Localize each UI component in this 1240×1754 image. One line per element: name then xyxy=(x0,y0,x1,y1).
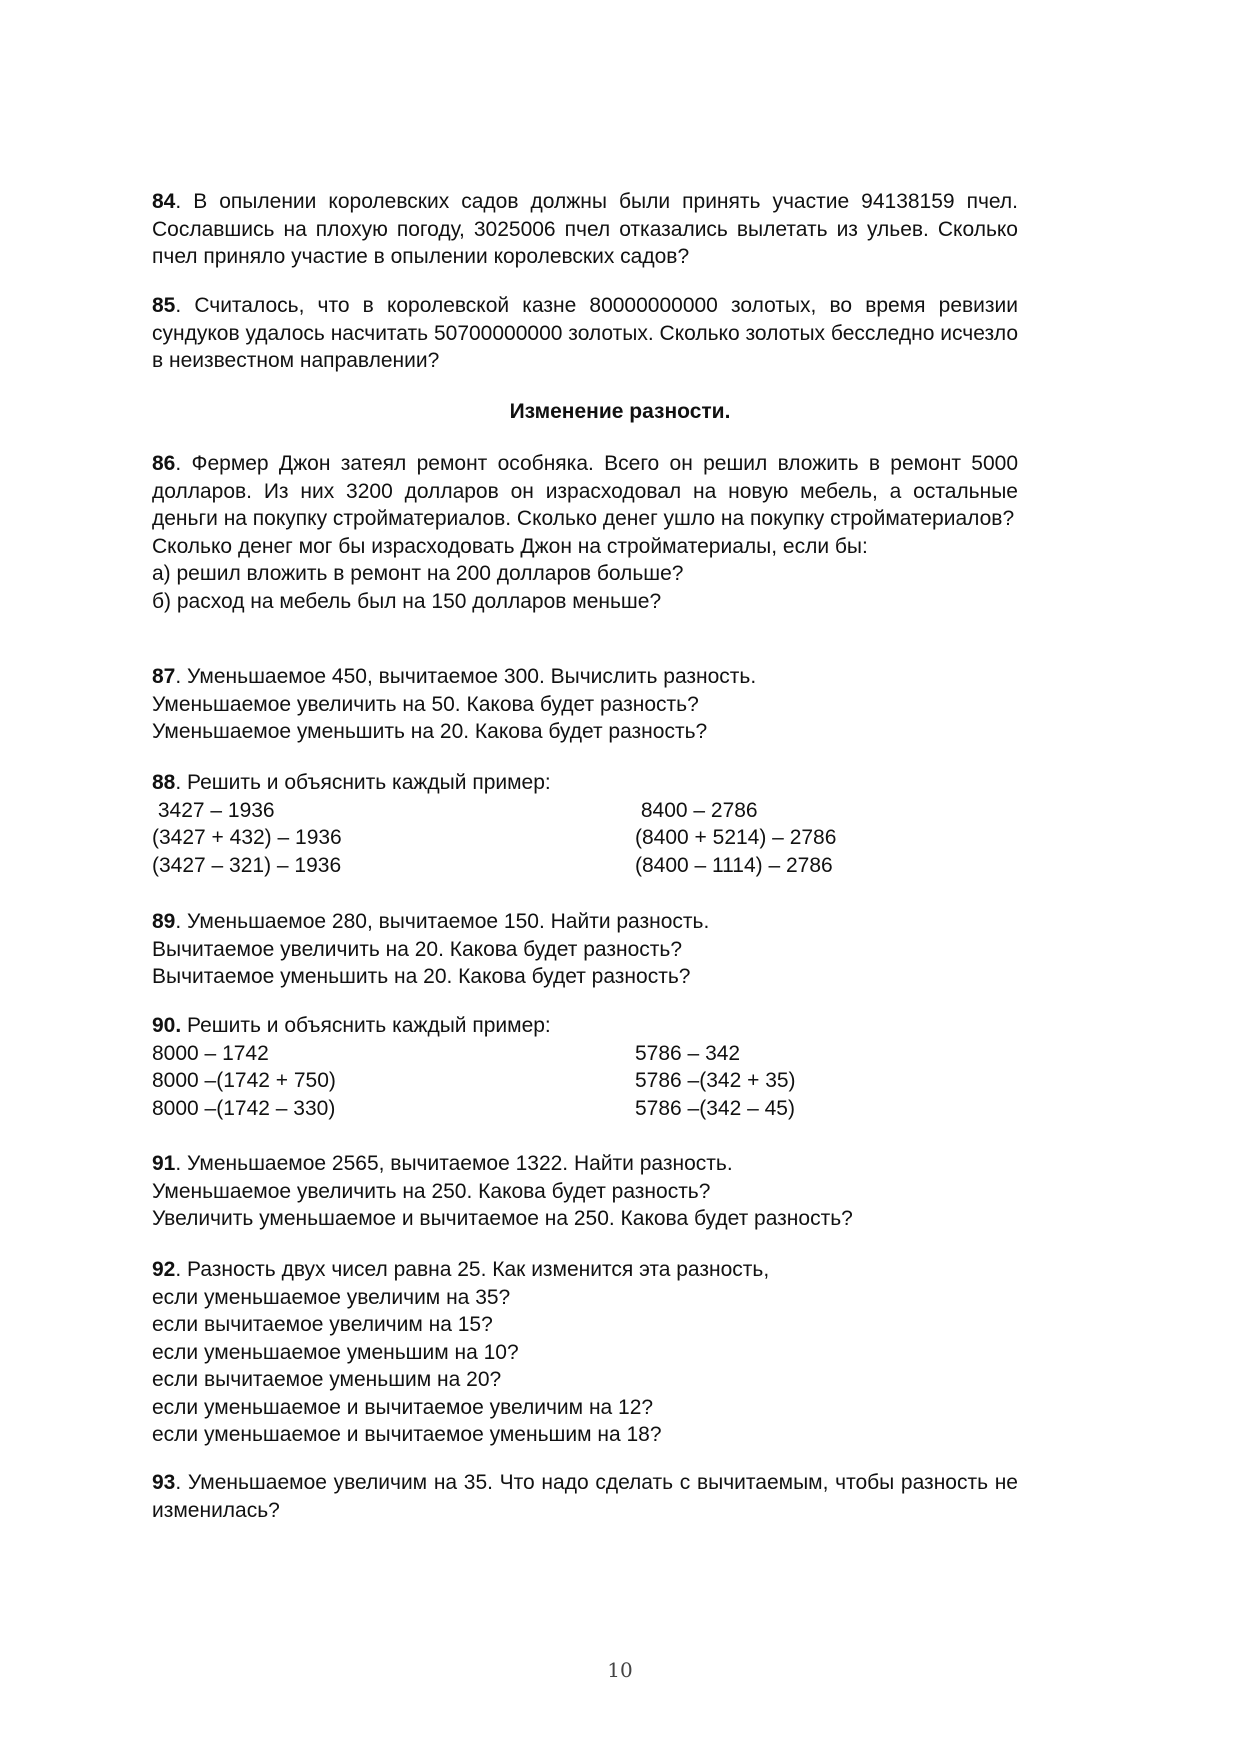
problem-line: если уменьшаемое и вычитаемое уменьшим на 18? xyxy=(152,1423,662,1446)
problem-text: . Уменьшаемое 2565, вычитаемое 1322. Найти разность. xyxy=(175,1152,733,1175)
problem-number: 89 xyxy=(152,910,176,933)
example-right: 5786 –(342 – 45) xyxy=(635,1096,795,1120)
problem-line: если вычитаемое увеличим на 15? xyxy=(152,1313,493,1336)
problem-92 xyxy=(152,1256,1018,1449)
example-left: (3427 + 432) – 1936 xyxy=(152,826,342,849)
problem-line: Уменьшаемое увеличить на 50. Какова будет разность? xyxy=(152,692,699,716)
problem-text: . Решить и объяснить каждый пример: xyxy=(175,771,551,794)
problem-text: . Фермер Джон затеял ремонт особняка. Всего он решил вложить в ремонт 5000 долларов. Из них 3200 долларов он израсходовал на новую мебель, а остальные деньги на покупку стройматериалов. Сколько денег ушло на покупку стройматериалов? xyxy=(152,452,1018,530)
problem-85 xyxy=(152,292,1018,375)
problem-text: . Уменьшаемое увеличим на 35. Что надо сделать с вычитаемым, чтобы разность не изменилась? xyxy=(152,1471,1018,1522)
problem-text: . Уменьшаемое 280, вычитаемое 150. Найти разность. xyxy=(175,910,710,933)
problem-86 xyxy=(152,450,1018,615)
problem-line: если уменьшаемое и вычитаемое увеличим на 12? xyxy=(152,1395,654,1419)
example-right: 5786 – 342 xyxy=(635,1041,741,1065)
example-left: 3427 – 1936 xyxy=(152,798,275,822)
problem-line: а) решил вложить в ремонт на 200 долларов больше? xyxy=(152,562,684,585)
example-right: 5786 –(342 + 35) xyxy=(635,1069,796,1092)
problem-84 xyxy=(152,188,1018,271)
example-right: (8400 – 1114) – 2786 xyxy=(635,853,833,877)
page-number: 10 xyxy=(607,1658,633,1682)
problem-90 xyxy=(152,1012,1018,1122)
problem-text: . Уменьшаемое 450, вычитаемое 300. Вычислить разность. xyxy=(175,665,757,688)
problem-number: 84 xyxy=(152,190,176,213)
problem-line: Вычитаемое уменьшить на 20. Какова будет разность? xyxy=(152,965,691,988)
problem-line: Уменьшаемое увеличить на 250. Какова будет разность? xyxy=(152,1179,711,1203)
problem-line: если уменьшаемое уменьшим на 10? xyxy=(152,1340,519,1364)
problem-91 xyxy=(152,1150,1018,1233)
example-right: 8400 – 2786 xyxy=(635,798,758,822)
example-left: 8000 –(1742 + 750) xyxy=(152,1069,336,1092)
example-left: 8000 – 1742 xyxy=(152,1041,269,1065)
problem-number: 85 xyxy=(152,294,176,317)
problem-number: 88 xyxy=(152,771,176,794)
problem-number: 92 xyxy=(152,1258,176,1281)
problem-89 xyxy=(152,908,1018,991)
problem-93 xyxy=(152,1469,1018,1524)
problem-87 xyxy=(152,663,1018,746)
example-left: 8000 –(1742 – 330) xyxy=(152,1096,336,1120)
problem-line: Уменьшаемое уменьшить на 20. Какова будет разность? xyxy=(152,720,708,743)
problem-line: б) расход на мебель был на 150 долларов меньше? xyxy=(152,589,662,613)
heading-text: Изменение разности xyxy=(509,400,725,423)
problem-number: 86 xyxy=(152,452,176,475)
problem-number: 90. xyxy=(152,1014,182,1037)
problem-line: если вычитаемое уменьшим на 20? xyxy=(152,1368,502,1391)
example-right: (8400 + 5214) – 2786 xyxy=(635,826,837,849)
problem-text: . Разность двух чисел равна 25. Как изменится эта разность, xyxy=(175,1258,770,1281)
problem-number: 91 xyxy=(152,1152,176,1175)
problem-text: Решить и объяснить каждый пример: xyxy=(181,1014,551,1037)
problem-number: 87 xyxy=(152,665,176,688)
problem-line: Сколько денег мог бы израсходовать Джон на стройматериалы, если бы: xyxy=(152,534,868,558)
example-left: (3427 – 321) – 1936 xyxy=(152,853,342,877)
problem-88 xyxy=(152,769,1018,879)
problem-text: . В опылении королевских садов должны были принять участие 94138159 пчел. Сославшись на плохую погоду, 3025006 пчел отказались вылетать из ульев. Сколько пчел приняло участие в опылении королевских садов? xyxy=(152,190,1018,268)
problem-text: . Считалось, что в королевской казне 80000000000 золотых, во время ревизии сундуков удалось насчитать 50700000000 золотых. Сколько золотых бесследно исчезло в неизвестном направлении? xyxy=(152,294,1018,372)
problem-line: Вычитаемое увеличить на 20. Какова будет разность? xyxy=(152,937,683,961)
section-heading: Изменение разности. xyxy=(509,400,731,423)
problem-line: Увеличить уменьшаемое и вычитаемое на 250. Какова будет разность? xyxy=(152,1207,853,1230)
problem-line: если уменьшаемое увеличим на 35? xyxy=(152,1285,511,1309)
problem-number: 93 xyxy=(152,1471,176,1494)
